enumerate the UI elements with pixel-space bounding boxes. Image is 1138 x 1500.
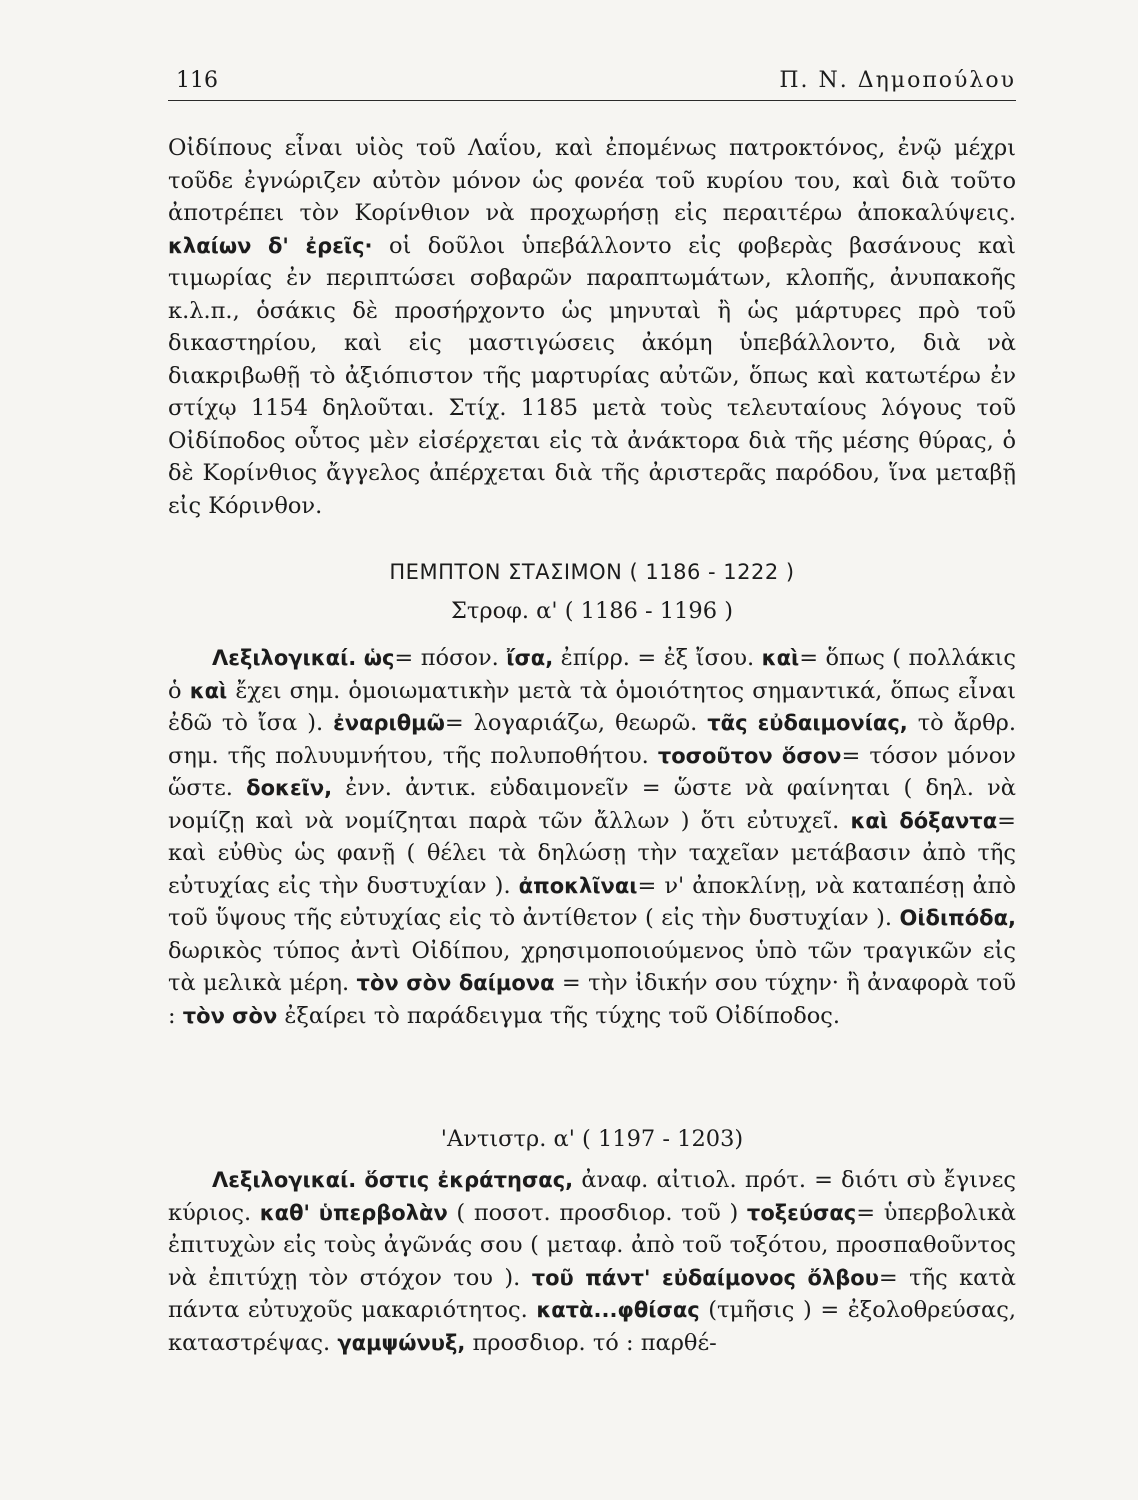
intro-paragraph bbox=[168, 132, 1016, 522]
antistrophe-heading: 'Αντιστρ. α' ( 1197 - 1203) bbox=[440, 1126, 744, 1152]
lemma: Οἰδιπόδα, bbox=[899, 906, 1016, 930]
running-head-author: Π. Ν. Δημοπούλου bbox=[779, 68, 1016, 93]
antistrophe-commentary bbox=[168, 1164, 1016, 1359]
lemma: τᾶς εὐδαιμονίας, bbox=[707, 711, 908, 735]
lemma: ὡς bbox=[363, 646, 395, 670]
strophe-commentary bbox=[168, 642, 1016, 1032]
gloss: = λογαριάζω, θεωρῶ. bbox=[444, 710, 708, 736]
lemma: τὸν σὸν bbox=[182, 1003, 278, 1028]
gloss: = ὅπως ( πολλάκις ὁ bbox=[168, 645, 1017, 704]
gloss: δωρικὸς τύπος ἀντὶ Οἰδίπου, χρησιμοποιούμενος ὑπὸ τῶν τραγικῶν εἰς τὰ μελικὰ μέρη. bbox=[168, 937, 1016, 996]
gloss: = τὴν ἰδικήν σου τύχην· ἢ ἀναφορὰ τοῦ : bbox=[168, 970, 1016, 1029]
gloss: ἐπίρρ. = ἐξ ἴσου. bbox=[553, 645, 762, 671]
gloss: ἐνν. ἀντικ. εὐδαιμονεῖν = ὥστε νὰ φαίνηται ( δηλ. νὰ νομίζῃ καὶ νὰ νομίζηται παρὰ τῶν ἄλλων ) ὅτι εὐτυχεῖ. bbox=[168, 775, 1016, 834]
gloss: ( ποσοτ. προσδιορ. τοῦ ) bbox=[447, 1199, 747, 1226]
gloss: (τμῆσις ) = ἐξολοθρεύσας, καταστρέψας. bbox=[168, 1297, 1016, 1356]
lemma: καὶ bbox=[761, 646, 800, 670]
gloss: = τόσον μόνον ὥστε. bbox=[168, 742, 1016, 801]
lemma: γαμψώνυξ, bbox=[337, 1330, 466, 1355]
page-header bbox=[168, 62, 1016, 102]
lemma: ἀποκλῖναι bbox=[518, 873, 638, 898]
intro-text-1: Οἰδίπους εἶναι υἱὸς τοῦ Λαΐου, καὶ ἐπομένως πατροκτόνος, ἐνῷ μέχρι τοῦδε ἐγνώριζεν αὐτὸν μόνον ὡς φονέα τοῦ κυρίου του, καὶ διὰ τοῦτο ἀποτρέπει τὸν Κορίνθιον νὰ προχωρήσῃ εἰς περαιτέρω ἀποκαλύψεις. bbox=[168, 135, 1016, 226]
gloss: ἀναφ. αἰτιολ. πρότ. = διότι σὺ ἔγινες κύριος. bbox=[168, 1167, 1016, 1226]
section-heading: ΠΕΜΠΤΟΝ ΣΤΑΣΙΜΟΝ ( 1186 - 1222 ) bbox=[389, 560, 795, 584]
gloss: = ὑπερβολικὰ ἐπιτυχὼν εἰς τοὺς ἀγῶνάς σου ( μεταφ. ἀπὸ τοῦ τοξότου, προσπαθοῦντος νὰ ἐπιτύχῃ τὸν στόχον του ). bbox=[168, 1199, 1017, 1291]
gloss: ἔχει σημ. ὁμοιωματικὴν μετὰ τὰ ὁμοιότητος σημαντικά, ὅπως εἶναι ἐδῶ τὸ ἴσα ). bbox=[168, 677, 1017, 736]
lemma: καὶ bbox=[189, 678, 228, 703]
gloss: τὸ ἄρθρ. σημ. τῆς πολυυμνήτου, τῆς πολυποθήτου. bbox=[168, 710, 1016, 769]
intro-text-2: οἱ δοῦλοι ὑπεβάλλοντο εἰς φοβερὰς βασάνους καὶ τιμωρίας ἐν περιπτώσει σοβαρῶν παραπτωμάτων, κλοπῆς, ἀνυπακοῆς κ.λ.π., ὁσάκις δὲ προσήρχοντο ὡς μηνυταὶ ἢ ὡς μάρτυρες πρὸ τοῦ δικαστηρίου, καὶ εἰς μαστιγώσεις ἀκόμη ὑπεβάλλοντο, διὰ νὰ διακριβωθῇ τὸ ἀξιόπιστον τῆς μαρτυρίας αὐτῶν, ὅπως καὶ κατωτέρω ἐν στίχῳ 1154 δηλοῦται. Στίχ. 1185 μετὰ τοὺς τελευταίους λόγους τοῦ Οἰδίποδος οὗτος μὲν εἰσέρχεται εἰς τὰ ἀνάκτορα διὰ τῆς μέσης θύρας, ὁ δὲ Κορίνθιος ἄγγελος ἀπέρχεται διὰ τῆς ἀριστερᾶς παρόδου, ἵνα μεταβῇ εἰς Κόρινθον. bbox=[168, 232, 1016, 519]
lemma: ἴσα, bbox=[506, 646, 554, 670]
gloss: προσδιορ. τό : παρθέ- bbox=[465, 1329, 717, 1356]
lemma-klaion: κλαίων δ' ἐρεῖς· bbox=[168, 233, 373, 258]
lemma: τοξεύσας bbox=[746, 1200, 857, 1225]
lemma: ἐναριθμῶ bbox=[333, 711, 445, 735]
lexical-label: Λεξιλογικαί. bbox=[212, 1168, 357, 1192]
lexical-label: Λεξιλογικαί. bbox=[212, 646, 357, 670]
lemma: καθ' ὑπερβολὰν bbox=[259, 1200, 448, 1225]
gloss: = καὶ εὐθὺς ὡς φανῇ ( θέλει τὰ δηλώσῃ τὴν ταχεῖαν μετάβασιν ἀπὸ τῆς εὐτυχίας εἰς τὴν δυστυχίαν ). bbox=[168, 807, 1016, 899]
strophe-heading: Στροφ. α' ( 1186 - 1196 ) bbox=[450, 598, 733, 624]
lemma: τοσοῦτον ὅσον bbox=[657, 743, 842, 768]
header-rule bbox=[168, 100, 1016, 101]
gloss: ἐξαίρει τὸ παράδειγμα τῆς τύχης τοῦ Οἰδίποδος. bbox=[277, 1002, 841, 1029]
lemma: καὶ δόξαντα bbox=[850, 808, 998, 833]
lemma: κατὰ...φθίσας bbox=[536, 1298, 700, 1322]
page-number: 116 bbox=[176, 68, 218, 93]
gloss: = ν' ἀποκλίνῃ, νὰ καταπέσῃ ἀπὸ τοῦ ὕψους τῆς εὐτυχίας εἰς τὸ ἀντίθετον ( εἰς τὴν δυστυχίαν ). bbox=[168, 872, 1017, 931]
gloss: = τῆς κατὰ πάντα εὐτυχοῦς μακαριότητος. bbox=[168, 1264, 1016, 1323]
lemma: ὅστις ἐκράτησας, bbox=[364, 1168, 574, 1192]
gloss: = πόσον. bbox=[394, 645, 507, 671]
lemma: τοῦ πάντ' εὐδαίμονος ὄλβου bbox=[531, 1265, 879, 1290]
lemma: τὸν σὸν δαίμονα bbox=[356, 971, 555, 995]
lemma: δοκεῖν, bbox=[246, 776, 333, 800]
